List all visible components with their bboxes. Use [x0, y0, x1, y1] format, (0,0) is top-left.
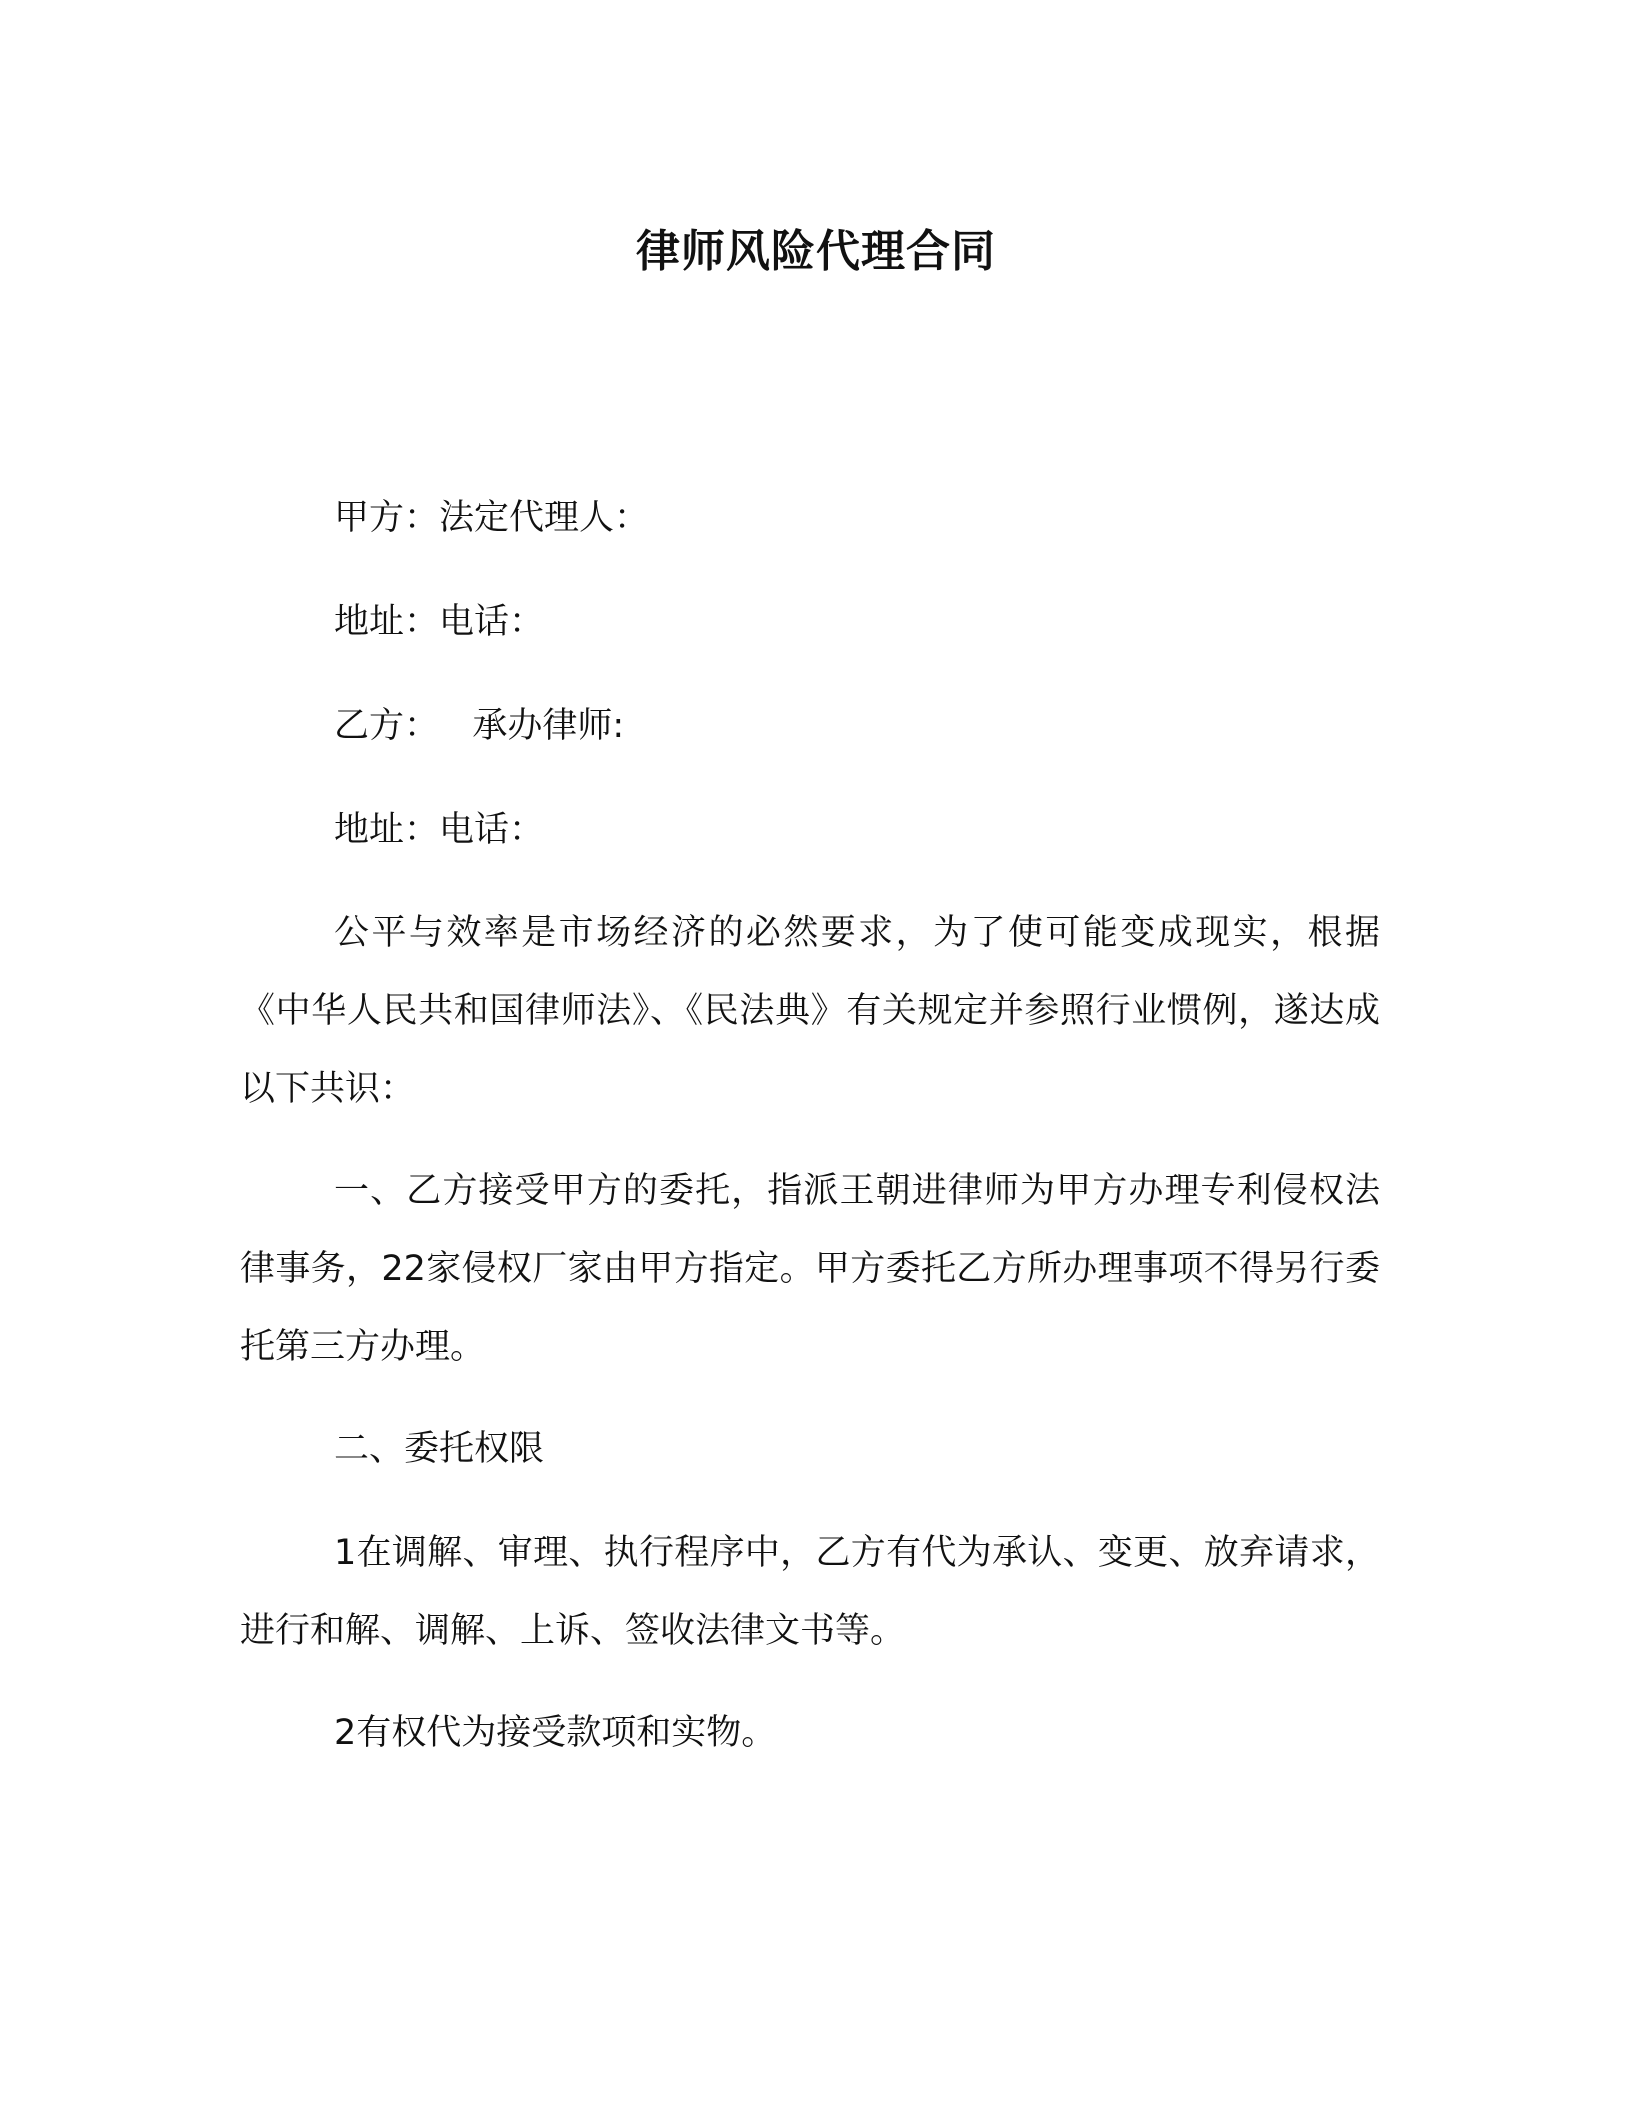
- clause-2-item-2: 2有权代为接受款项和实物。: [334, 1713, 777, 1753]
- party-a-address-line: 地址：电话：: [334, 602, 545, 642]
- party-a-line: 甲方：法定代理人：: [334, 498, 650, 538]
- clause-2-item-1: 1在调解、审理、执行程序中，乙方有代为承认、变更、放弃请求，进行和解、调解、上诉、签收法律文书等。: [240, 1533, 1380, 1651]
- party-b-line: 乙方： 承办律师:: [334, 706, 625, 746]
- document-title: 律师风险代理合同: [636, 226, 996, 277]
- party-b-address-line: 地址：电话：: [334, 810, 545, 850]
- clause-1-paragraph: 一、乙方接受甲方的委托，指派王朝进律师为甲方办理专利侵权法律事务，22家侵权厂家由甲方指定。甲方委托乙方所办理事项不得另行委托第三方办理。: [240, 1171, 1380, 1367]
- intro-paragraph: 公平与效率是市场经济的必然要求，为了使可能变成现实，根据《中华人民共和国律师法》、《民法典》有关规定并参照行业惯例，遂达成以下共识：: [240, 913, 1380, 1109]
- clause-2-heading: 二、委托权限: [334, 1429, 545, 1469]
